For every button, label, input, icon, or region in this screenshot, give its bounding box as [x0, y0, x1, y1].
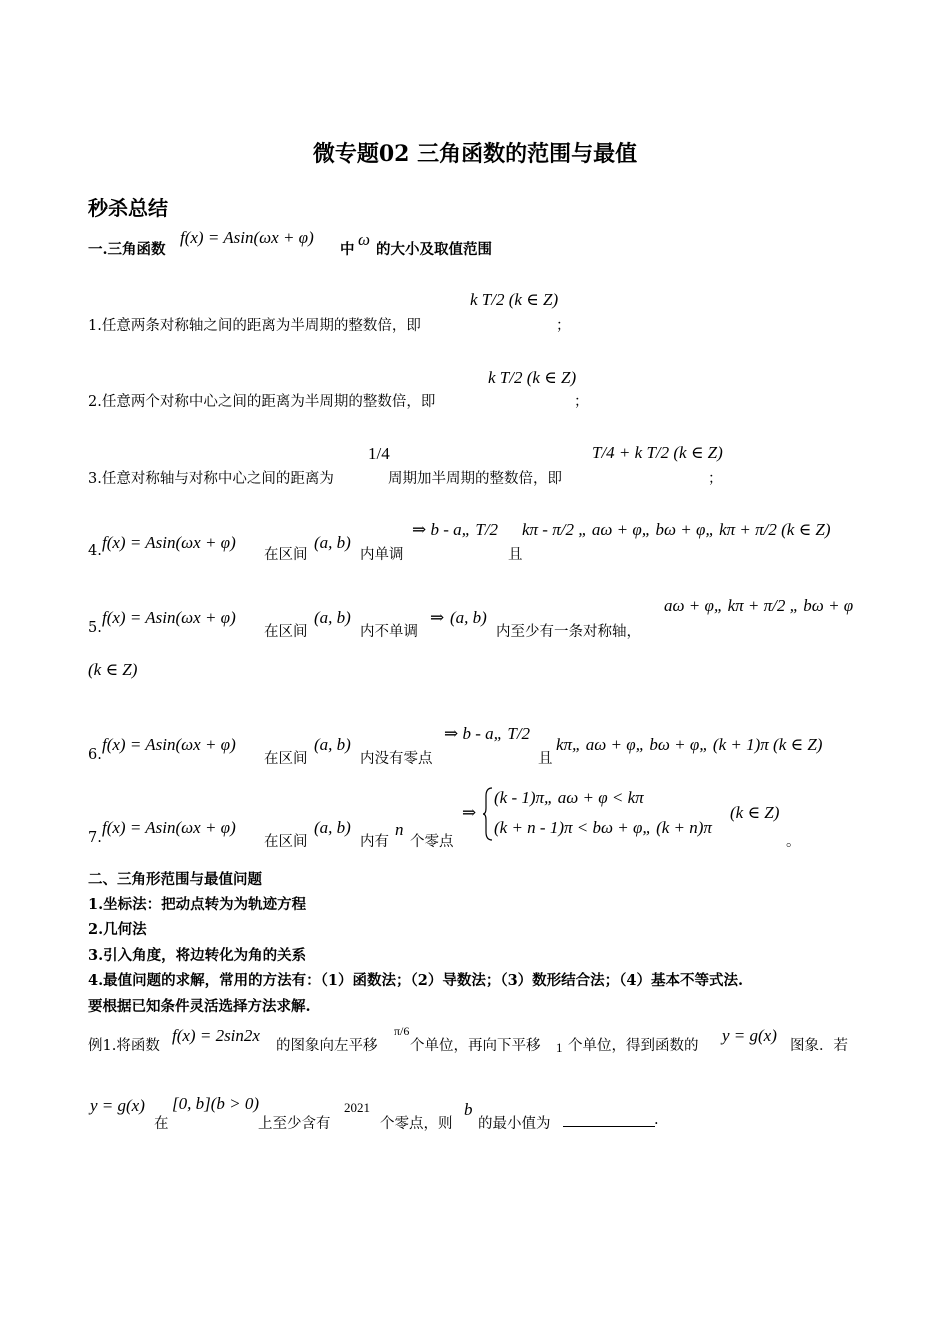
omega-symbol: ω	[358, 230, 371, 249]
example-1-a: 例1.将函数	[88, 1038, 160, 1054]
item-7-arrow: ⇒	[462, 803, 477, 822]
item-7-function: f(x) = Asin(ωx + φ)	[102, 818, 236, 837]
item-6-interval: (a, b)	[314, 735, 351, 754]
item-7-condition-a: 内有	[360, 834, 389, 850]
item-5-mid: 在区间	[264, 624, 308, 640]
item-7-n: n	[395, 820, 404, 839]
item-5-text: 内至少有一条对称轴，	[496, 624, 641, 640]
item-7-case-2: (k + n - 1)π < bω + φ„ (k + n)π	[494, 818, 712, 837]
section-heading: 秒杀总结	[88, 196, 168, 220]
item-4-inequality: kπ - π/2 „ aω + φ„ bω + φ„ kπ + π/2 (k ∈ Z)	[522, 520, 831, 539]
item-6-inequality: kπ„ aω + φ„ bω + φ„ (k + 1)π (k ∈ Z)	[556, 735, 823, 754]
item-4-implication: ⇒ b - a„ T/2	[412, 520, 499, 539]
item-1-formula: k T/2 (k ∈ Z)	[470, 290, 559, 309]
item-7-brace	[482, 786, 494, 842]
item-5-interval: (a, b)	[314, 608, 351, 627]
item-3-quarter: 1/4	[368, 444, 390, 463]
item-6-mid: 在区间	[264, 751, 308, 767]
item-1-text: 1.任意两条对称轴之间的距离为半周期的整数倍，即	[88, 318, 421, 334]
answer-blank[interactable]	[563, 1112, 655, 1127]
item-7-num: 7.	[88, 830, 102, 846]
part1-heading-b: 中	[340, 241, 355, 258]
example-1-b: 的图象向左平移	[276, 1038, 378, 1054]
example-1-f2: 在	[154, 1116, 169, 1132]
method-2: 2.几何法	[88, 921, 147, 938]
item-5-arrow: ⇒	[430, 608, 445, 627]
item-2-formula: k T/2 (k ∈ Z)	[488, 368, 577, 387]
item-4-mid: 在区间	[264, 547, 308, 563]
method-4: 4.最值问题的求解，常用的方法有：（1）函数法；（2）导数法；（3）数形结合法；（4）基本不等式法.	[88, 972, 744, 989]
item-7-case-1: (k - 1)π„ aω + φ < kπ	[494, 788, 644, 807]
example-1-h: 上至少含有	[258, 1116, 331, 1132]
page-title: 微专题02 三角函数的范围与最值	[312, 141, 638, 167]
item-4-interval: (a, b)	[314, 533, 351, 552]
example-1-d: 个单位，得到函数的	[568, 1038, 699, 1054]
item-3-text-a: 3.任意对称轴与对称中心之间的距离为	[88, 471, 334, 487]
part1-heading-formula: f(x) = Asin(ωx + φ)	[180, 228, 314, 247]
example-1-function: f(x) = 2sin2x	[172, 1026, 260, 1045]
item-4-num: 4.	[88, 543, 102, 559]
example-1-g: y = g(x)	[722, 1026, 777, 1045]
item-4-function: f(x) = Asin(ωx + φ)	[102, 533, 236, 552]
item-6-num: 6.	[88, 747, 102, 763]
item-4-condition: 内单调	[360, 547, 404, 563]
part1-heading-a: 一.三角函数	[88, 241, 166, 258]
item-7-interval: (a, b)	[314, 818, 351, 837]
part1-heading-c: 的大小及取值范围	[376, 241, 492, 258]
item-6-condition: 内没有零点	[360, 751, 433, 767]
item-2-text: 2.任意两个对称中心之间的距离为半周期的整数倍，即	[88, 394, 436, 410]
example-1-b-var: b	[464, 1100, 473, 1119]
item-7-condition-b: 个零点	[410, 834, 454, 850]
example-1-end: .	[654, 1112, 659, 1128]
example-1-one: 1	[556, 1040, 563, 1055]
item-5-k-integer: (k ∈ Z)	[88, 660, 138, 679]
item-5-interval-2: (a, b)	[450, 608, 487, 627]
item-2-end: ；	[574, 394, 589, 410]
item-3-end: ；	[708, 471, 723, 487]
example-1-interval: [0, b](b > 0)	[172, 1094, 260, 1113]
method-3: 3.引入角度，将边转化为角的关系	[88, 947, 307, 964]
example-1-i: 个零点，则	[380, 1116, 453, 1132]
item-7-k-integer: (k ∈ Z)	[730, 803, 780, 822]
item-5-function: f(x) = Asin(ωx + φ)	[102, 608, 236, 627]
item-5-num: 5.	[88, 620, 102, 636]
item-5-inequality: aω + φ„ kπ + π/2 „ bω + φ	[664, 596, 854, 615]
method-1: 1.坐标法：把动点转为为轨迹方程	[88, 896, 307, 913]
example-1-c: 个单位，再向下平移	[410, 1038, 541, 1054]
item-6-and: 且	[538, 751, 553, 767]
item-6-function: f(x) = Asin(ωx + φ)	[102, 735, 236, 754]
example-1-j: 的最小值为	[478, 1116, 551, 1132]
item-6-implication: ⇒ b - a„ T/2	[444, 724, 531, 743]
item-4-and: 且	[508, 547, 523, 563]
item-7-mid: 在区间	[264, 834, 308, 850]
part2-heading: 二、三角形范围与最值问题	[88, 871, 262, 888]
example-1-e: 图象．若	[790, 1038, 848, 1054]
method-5: 要根据已知条件灵活选择方法求解.	[88, 998, 311, 1015]
item-5-condition: 内不单调	[360, 624, 418, 640]
item-3-formula: T/4 + k T/2 (k ∈ Z)	[592, 443, 723, 462]
item-1-end: ；	[556, 318, 571, 334]
item-3-text-b: 周期加半周期的整数倍，即	[388, 471, 562, 487]
item-7-end: 。	[786, 834, 801, 850]
example-1-count: 2021	[344, 1100, 370, 1115]
example-1-g2: y = g(x)	[90, 1096, 145, 1115]
example-1-shift: π/6	[394, 1024, 410, 1038]
